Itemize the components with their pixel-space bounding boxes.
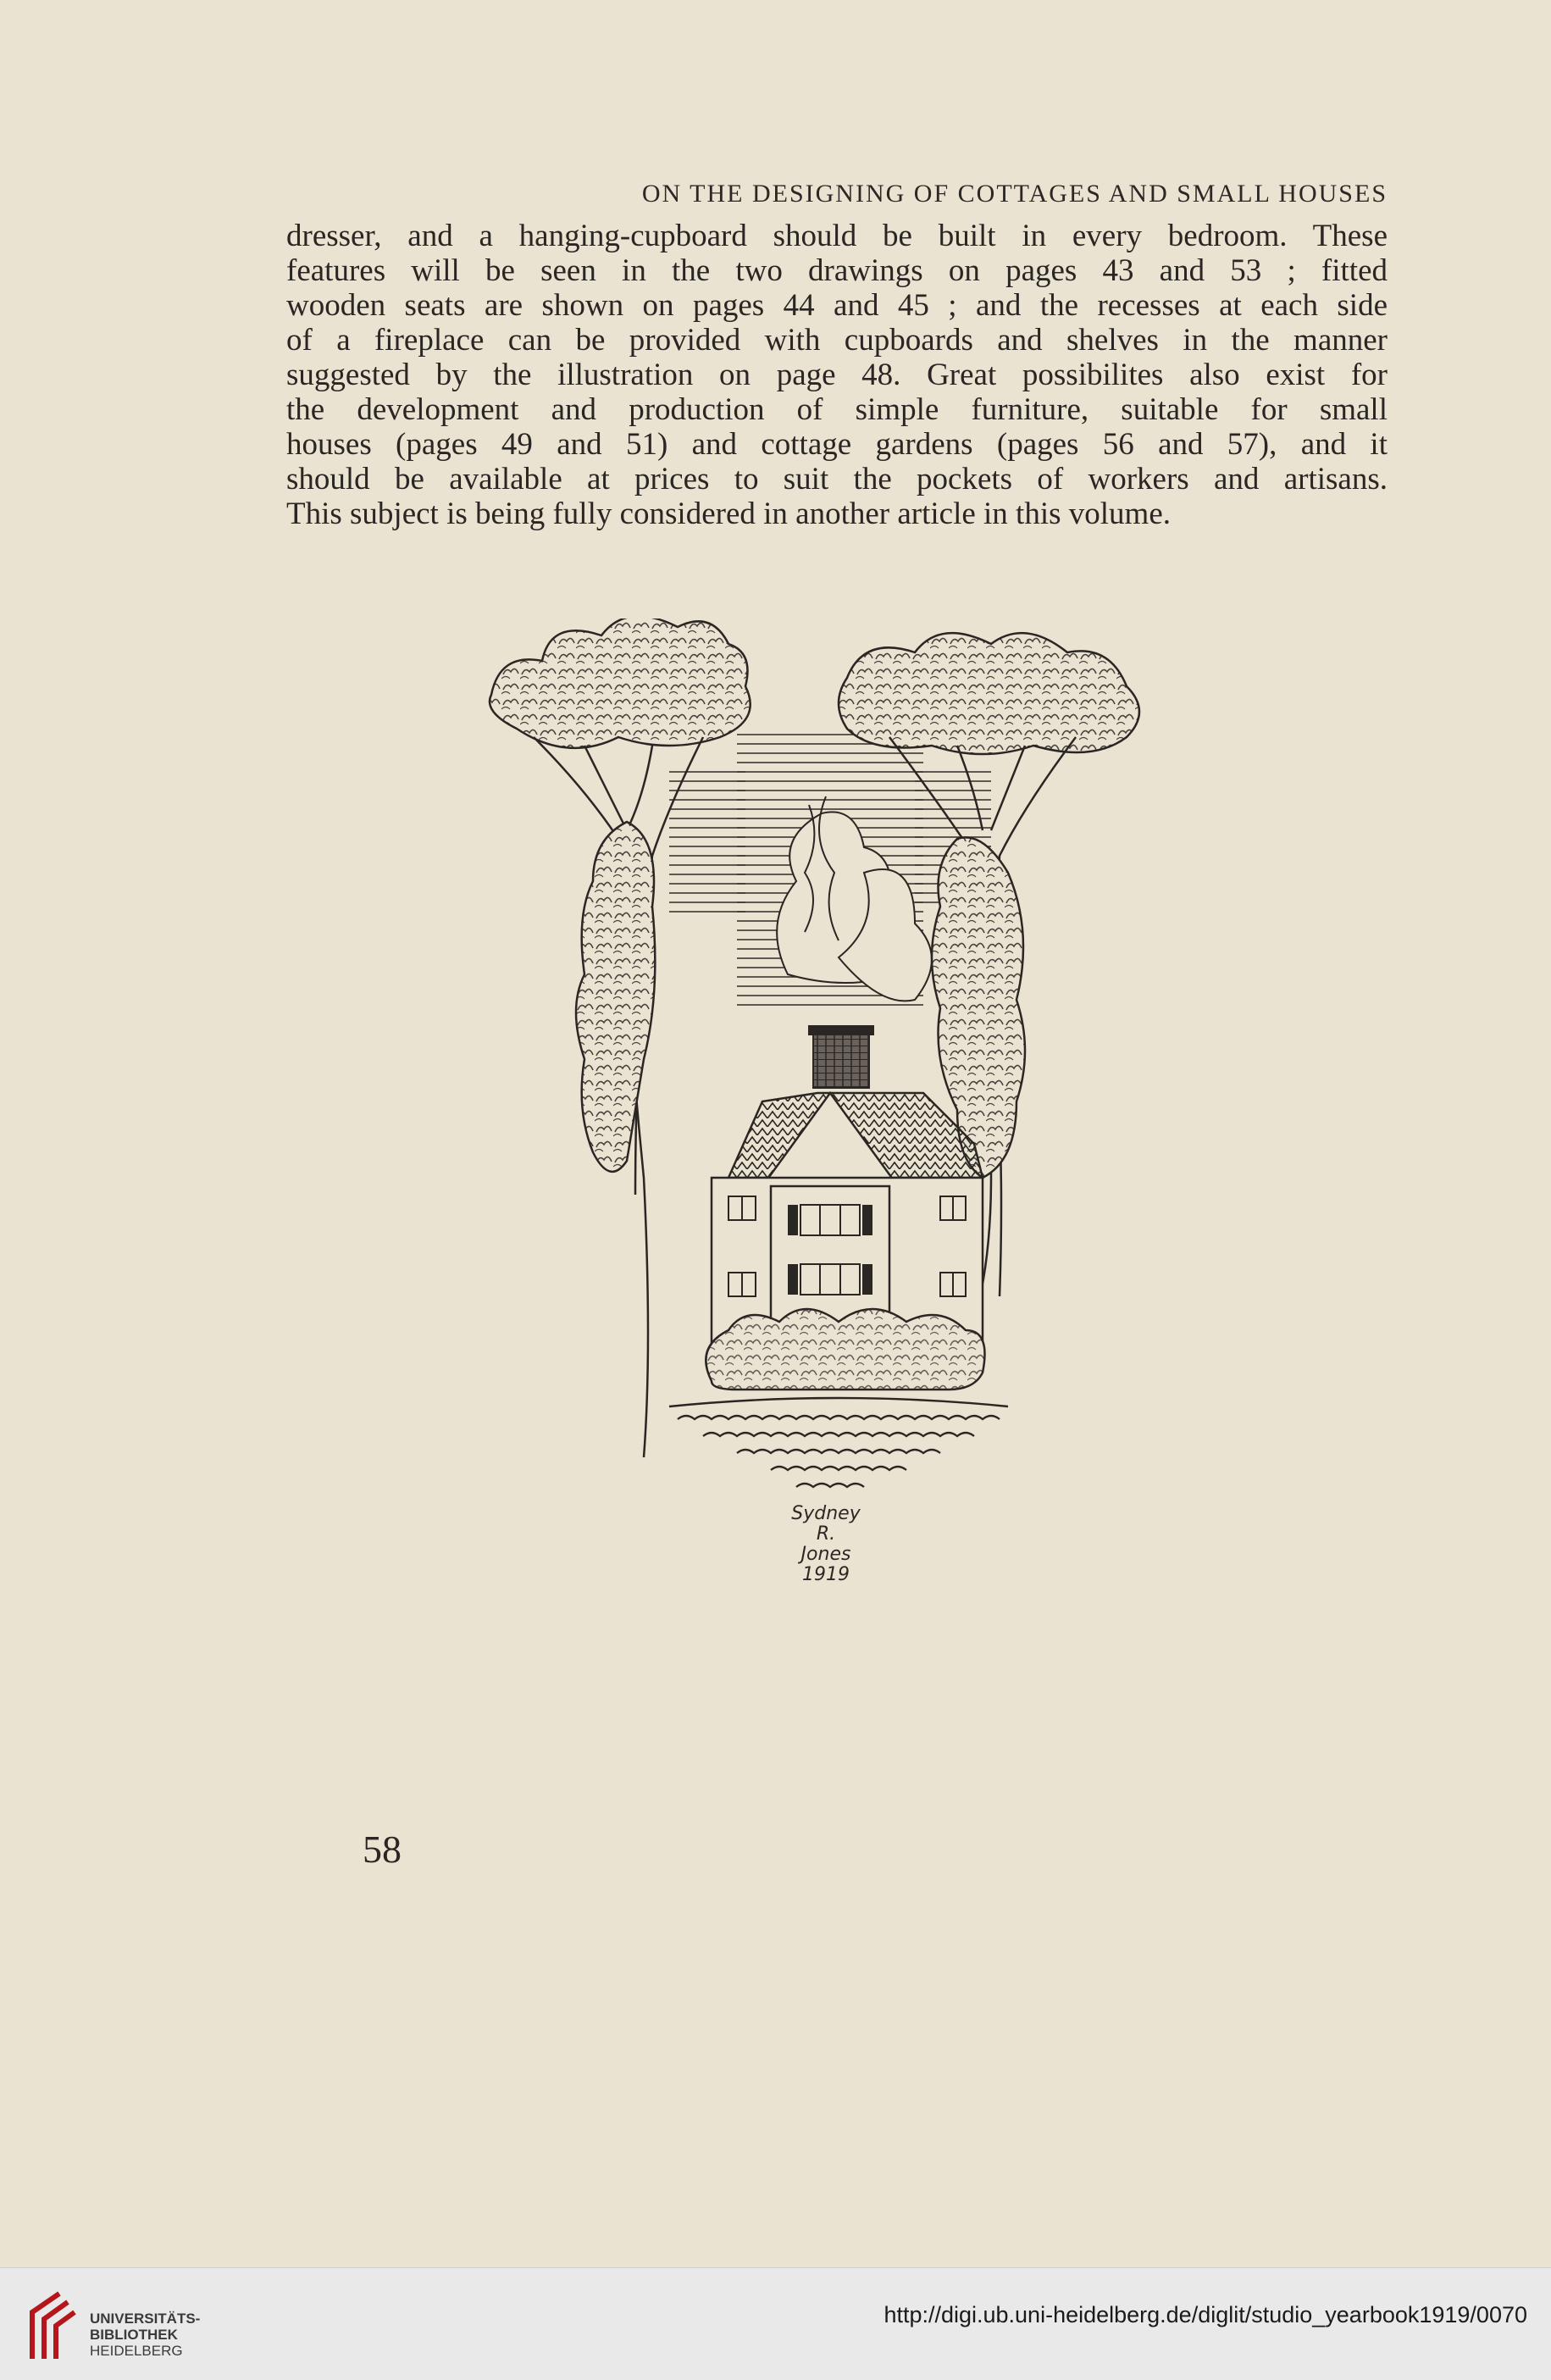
body-line: This subject is being fully considered in another article in this volume.: [286, 497, 1171, 531]
body-line: should be available at prices to suit the pockets of workers and artisans.: [286, 462, 1388, 497]
hedge: [706, 1309, 984, 1390]
left-tree-canopy: [490, 619, 751, 748]
body-line: suggested by the illustration on page 48. Great possibilites also exist for: [286, 358, 1388, 392]
signature-line: Jones: [800, 1544, 851, 1565]
ground-vignette: [669, 1398, 1008, 1487]
library-footer: [0, 2267, 1551, 2380]
body-text: [286, 219, 1388, 531]
logo-line: UNIVERSITÄTS-: [90, 2311, 201, 2327]
running-head: ON THE DESIGNING OF COTTAGES AND SMALL HOUSES: [641, 180, 1388, 208]
body-line: the development and production of simple furniture, suitable for small: [286, 392, 1388, 427]
left-column-foliage: [576, 822, 655, 1172]
cottage-illustration: [483, 619, 1186, 1567]
right-tree-canopy: [839, 633, 1139, 754]
body-line: of a fireplace can be provided with cupboards and shelves in the manner: [286, 323, 1388, 358]
signature-line: R.: [816, 1523, 836, 1545]
body-line: dresser, and a hanging-cupboard should be built in every bedroom. These: [286, 219, 1388, 253]
signature-line: Sydney: [791, 1503, 861, 1524]
cottage: [712, 1025, 983, 1347]
artist-signature: [779, 1504, 872, 1585]
logo-line: HEIDELBERG: [90, 2343, 183, 2359]
library-logo-text: [90, 2311, 200, 2359]
body-line: houses (pages 49 and 51) and cottage gardens (pages 56 and 57), and it: [286, 427, 1388, 462]
body-line: features will be seen in the two drawings on pages 43 and 53 ; fitted: [286, 253, 1388, 288]
signature-date: 1919: [802, 1564, 850, 1585]
source-url-link[interactable]: http://digi.ub.uni-heidelberg.de/diglit/studio_yearbook1919/0070: [884, 2302, 1527, 2327]
library-logo-icon: [25, 2287, 80, 2363]
body-line: wooden seats are shown on pages 44 and 45 ; and the recesses at each side: [286, 288, 1388, 323]
logo-line: BIBLIOTHEK: [90, 2327, 178, 2343]
page-number: 58: [363, 1828, 402, 1871]
